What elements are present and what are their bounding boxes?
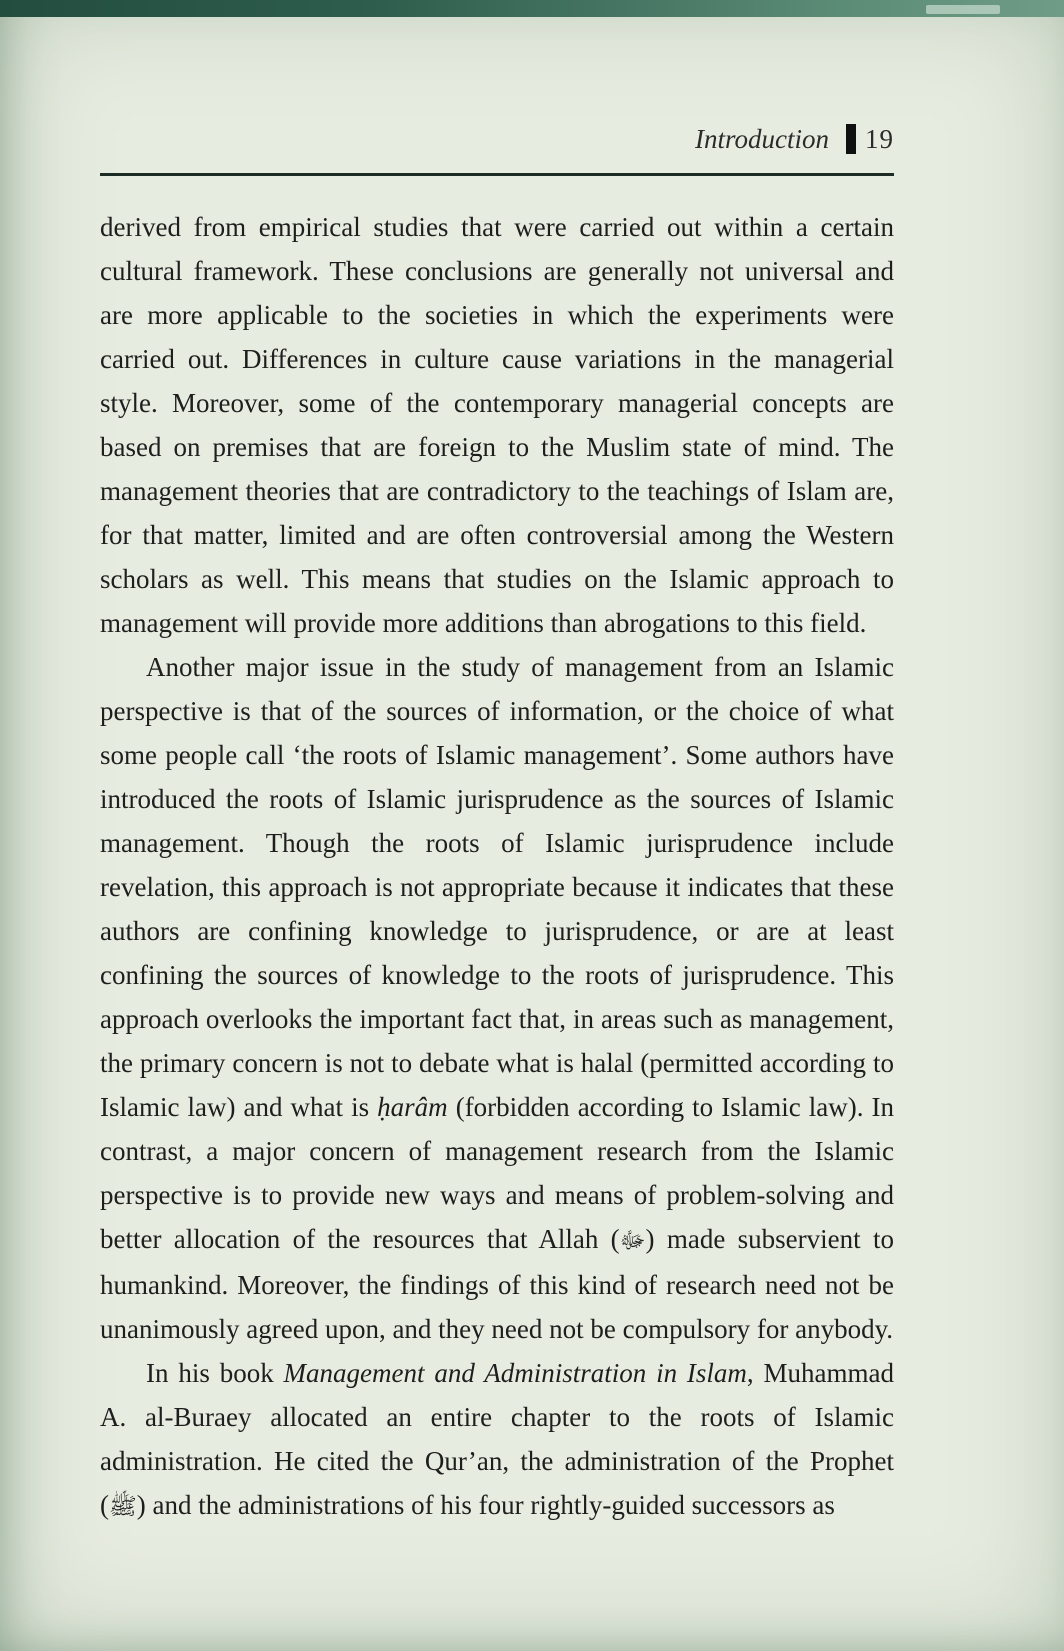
italic-text-run: ḥarâm (377, 1092, 448, 1122)
text-run: (forbidden according to Islamic law). In contrast, a major concern of management research from the Islamic perspective is to provide new ways and means of problem-solving and better allocation of the resources that Allah ( (100, 1092, 894, 1254)
page-header (100, 122, 894, 156)
text-run: ) made subservient to humankind. Moreover, the findings of this kind of research need not be unanimously agreed upon, and they need not be compulsory for anybody. (100, 1224, 894, 1344)
header-divider-bar (846, 124, 856, 154)
paragraph (100, 205, 894, 645)
text-run: In his book (146, 1358, 284, 1388)
text-run: Another major issue in the study of management from an Islamic perspective is that of the sources of information, or the choice of what some people call ‘the roots of Islamic management’. Some authors have introduced the roots of Islamic jurisprudence as the sources of Islamic management. Though the roots of Islamic jurisprudence include revelation, this approach is not appropriate because it indicates that these authors are confining knowledge to jurisprudence, or are at least confining the sources of knowledge to the roots of jurisprudence. This approach overlooks the important fact that, in areas such as management, the primary concern is not to debate what is halal (permitted according to Islamic law) and what is (100, 652, 894, 1122)
header-rule (100, 173, 894, 176)
text-run: , Muhammad A. al-Buraey allocated an entire chapter to the roots of Islamic administration. He cited the Qur’an, the administration of the Prophet ( (100, 1358, 894, 1520)
italic-text-run: Management and Administration in Islam (283, 1358, 747, 1388)
page-content (100, 205, 894, 1529)
chapter-title: Introduction (695, 124, 829, 154)
paragraph (100, 1351, 894, 1529)
text-run: derived from empirical studies that were carried out within a certain cultural framework. These conclusions are generally not universal and are more applicable to the societies in which the experiments were carried out. Differences in culture cause variations in the managerial style. Moreover, some of the contemporary managerial concepts are based on premises that are foreign to the Muslim state of mind. The management theories that are contradictory to the teachings of Islam are, for that matter, limited and are often controversial among the Western scholars as well. This means that studies on the Islamic approach to management will provide more additions than abrogations to this field. (100, 212, 894, 638)
arabic-honorific-glyph: ﷺ (109, 1494, 137, 1520)
page-number: 19 (865, 124, 894, 154)
paragraph (100, 645, 894, 1351)
arabic-honorific-glyph: ﷻ (619, 1228, 646, 1254)
text-run: ) and the administrations of his four rightly-guided successors as (136, 1490, 835, 1520)
